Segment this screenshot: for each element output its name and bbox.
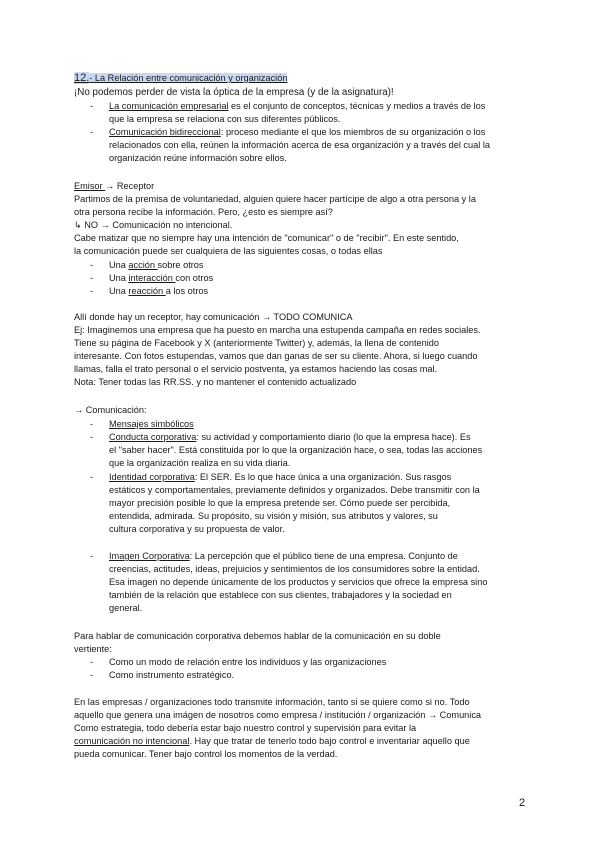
paragraph-line: llamas, falla el trato personal o el servicio postventa, ya estamos haciendo las cosas mal. — [74, 364, 438, 374]
list-item-cont: cultura corporativa y su propuesta de valor. — [109, 524, 285, 534]
intro-text: ¡No podemos perder de vista la óptica de la empresa (y de la asignatura)! — [74, 87, 394, 98]
list-item: Como instrumento estratégico. — [109, 670, 235, 680]
paragraph-line: Para hablar de comunicación corporativa debemos hablar de la comunicación en su doble — [74, 631, 441, 641]
definition: : proceso mediante el que los miembros de su organización o los — [220, 127, 486, 137]
paragraph-line: aquello que genera una imágen de nosotros como empresa / institución / organización → Comunica — [74, 710, 482, 720]
list-item-cont: mayor precisión posible lo que la empresa pretende ser. Cómo puede ser percibida, — [109, 498, 451, 508]
list-item: Una reacción a los otros — [109, 286, 209, 296]
bullet-dash: - — [90, 670, 94, 680]
paragraph-line: pueda comunicar. Tener bajo control los momentos de la verdad. — [74, 749, 338, 759]
list-item-cont: organización reúne información sobre ellos. — [109, 153, 287, 163]
page-number: 2 — [519, 797, 526, 809]
paragraph-line: Nota: Tener todas las RR.SS. y no mantener el contenido actualizado — [74, 377, 357, 387]
list-item — [109, 126, 485, 139]
bullet-dash: - — [90, 286, 94, 296]
list-item: Una interacción con otros — [109, 273, 214, 283]
bullet-dash: - — [90, 260, 94, 270]
list-item-cont: general. — [109, 603, 143, 613]
bullet-dash: - — [90, 657, 94, 667]
list-item-cont: creencias, actitudes, ideas, prejuicios y sentimientos de los consumidores sobre la entidad. — [109, 564, 480, 574]
paragraph-line: En las empresas / organizaciones todo transmite información, tanto si se quiere como si no. Todo — [74, 697, 470, 707]
list-item: Como un modo de relación entre los individuos y las organizaciones — [109, 657, 387, 667]
list-item-cont: que la organización realiza en su vida diaria. — [109, 458, 291, 468]
comunicacion-heading: → Comunicación: — [74, 405, 147, 415]
paragraph-line: Como estrategia, todo debería estar bajo nuestro control y supervisión para evitar la — [74, 723, 417, 733]
paragraph-line: comunicación no intencional. Hay que tratar de tenerlo todo bajo control e inventariar aquello que — [74, 736, 470, 746]
paragraph-line: Tiene su página de Facebook y X (anteriormente Twitter) y, además, la llena de contenido — [74, 338, 439, 348]
bullet-dash: - — [90, 551, 94, 561]
paragraph-line: Ej: Imaginemos una empresa que ha puesto en marcha una estupenda campaña en redes sociales. — [74, 325, 481, 335]
list-item-cont: entendida, admirada. Su propósito, su visión y misión, sus atributos y valores, su — [109, 511, 438, 521]
list-item-cont: el "saber hacer". Está constituida por lo que la organización hace, o sea, todas las acciones — [109, 445, 483, 455]
emisor-rest: → Receptor — [105, 181, 155, 191]
paragraph-line: otra persona recibe la información. Pero, ¿esto es siempre así? — [74, 207, 333, 217]
emisor-term: Emisor — [74, 181, 106, 191]
paragraph-line: Allí donde hay un receptor, hay comunicación → TODO COMUNICA — [74, 312, 353, 322]
list-item: Una acción sobre otros — [109, 260, 204, 270]
paragraph-line: la comunicación puede ser cualquiera de las siguientes cosas, o todas ellas — [74, 246, 383, 256]
definition: es el conjunto de conceptos, técnicas y medios a través de los — [228, 101, 486, 111]
term: La comunicación empresarial — [109, 101, 229, 111]
section-number: 12. — [74, 72, 90, 84]
list-item: Conducta corporativa: su actividad y comportamiento diario (lo que la empresa hace). Es — [109, 432, 471, 442]
term: Comunicación bidireccional — [109, 127, 221, 137]
paragraph-line: Cabe matizar que no siempre hay una intención de "comunicar" o de "recibir". En este sentido, — [74, 233, 459, 243]
section-title-text: - La Relación entre comunicación y organización — [89, 73, 288, 83]
bullet-dash: - — [90, 101, 94, 111]
list-item: Mensajes simbólicos — [109, 419, 194, 429]
bullet-dash: - — [90, 273, 94, 283]
list-item: Identidad corporativa: El SER. Es lo que hace única a una organización. Sus rasgos — [109, 472, 452, 482]
paragraph-line: vertiente: — [74, 644, 112, 654]
paragraph-line: interesante. Con fotos estupendas, vamos que dan ganas de ser su cliente. Ahora, si luego cuando — [74, 351, 478, 361]
list-item-cont: estáticos y comportamentales, previamente definidos y organizados. Debe transmitir con la — [109, 485, 480, 495]
term: comunicación no intencional — [74, 736, 190, 746]
list-item-cont: Esa imagen no depende únicamente de los productos y servicios que ofrece la empresa sino — [109, 577, 488, 587]
bullet-dash: - — [90, 432, 94, 442]
list-item-cont: relacionados con ella, reúnen la información acerca de esa organización y a través del cual la — [109, 140, 490, 150]
list-item — [109, 100, 485, 113]
list-item-cont: que la empresa se relaciona con sus diferentes públicos. — [109, 114, 341, 124]
section-title — [74, 72, 287, 85]
bullet-dash: - — [90, 472, 94, 482]
bullet-dash: - — [90, 419, 94, 429]
bullet-dash: - — [90, 127, 94, 137]
emisor-heading — [74, 180, 154, 193]
list-item-cont: también de la relación que establece con sus clientes, trabajadores y la sociedad en — [109, 590, 452, 600]
list-item: Imagen Corporativa: La percepción que el público tiene de una empresa. Conjunto de — [109, 551, 458, 561]
paragraph-line: Partimos de la premisa de voluntariedad, alguien quiere hacer partícipe de algo a otra persona y la — [74, 194, 476, 204]
paragraph-line: ↳ NO → Comunicación no intencional. — [74, 220, 233, 230]
